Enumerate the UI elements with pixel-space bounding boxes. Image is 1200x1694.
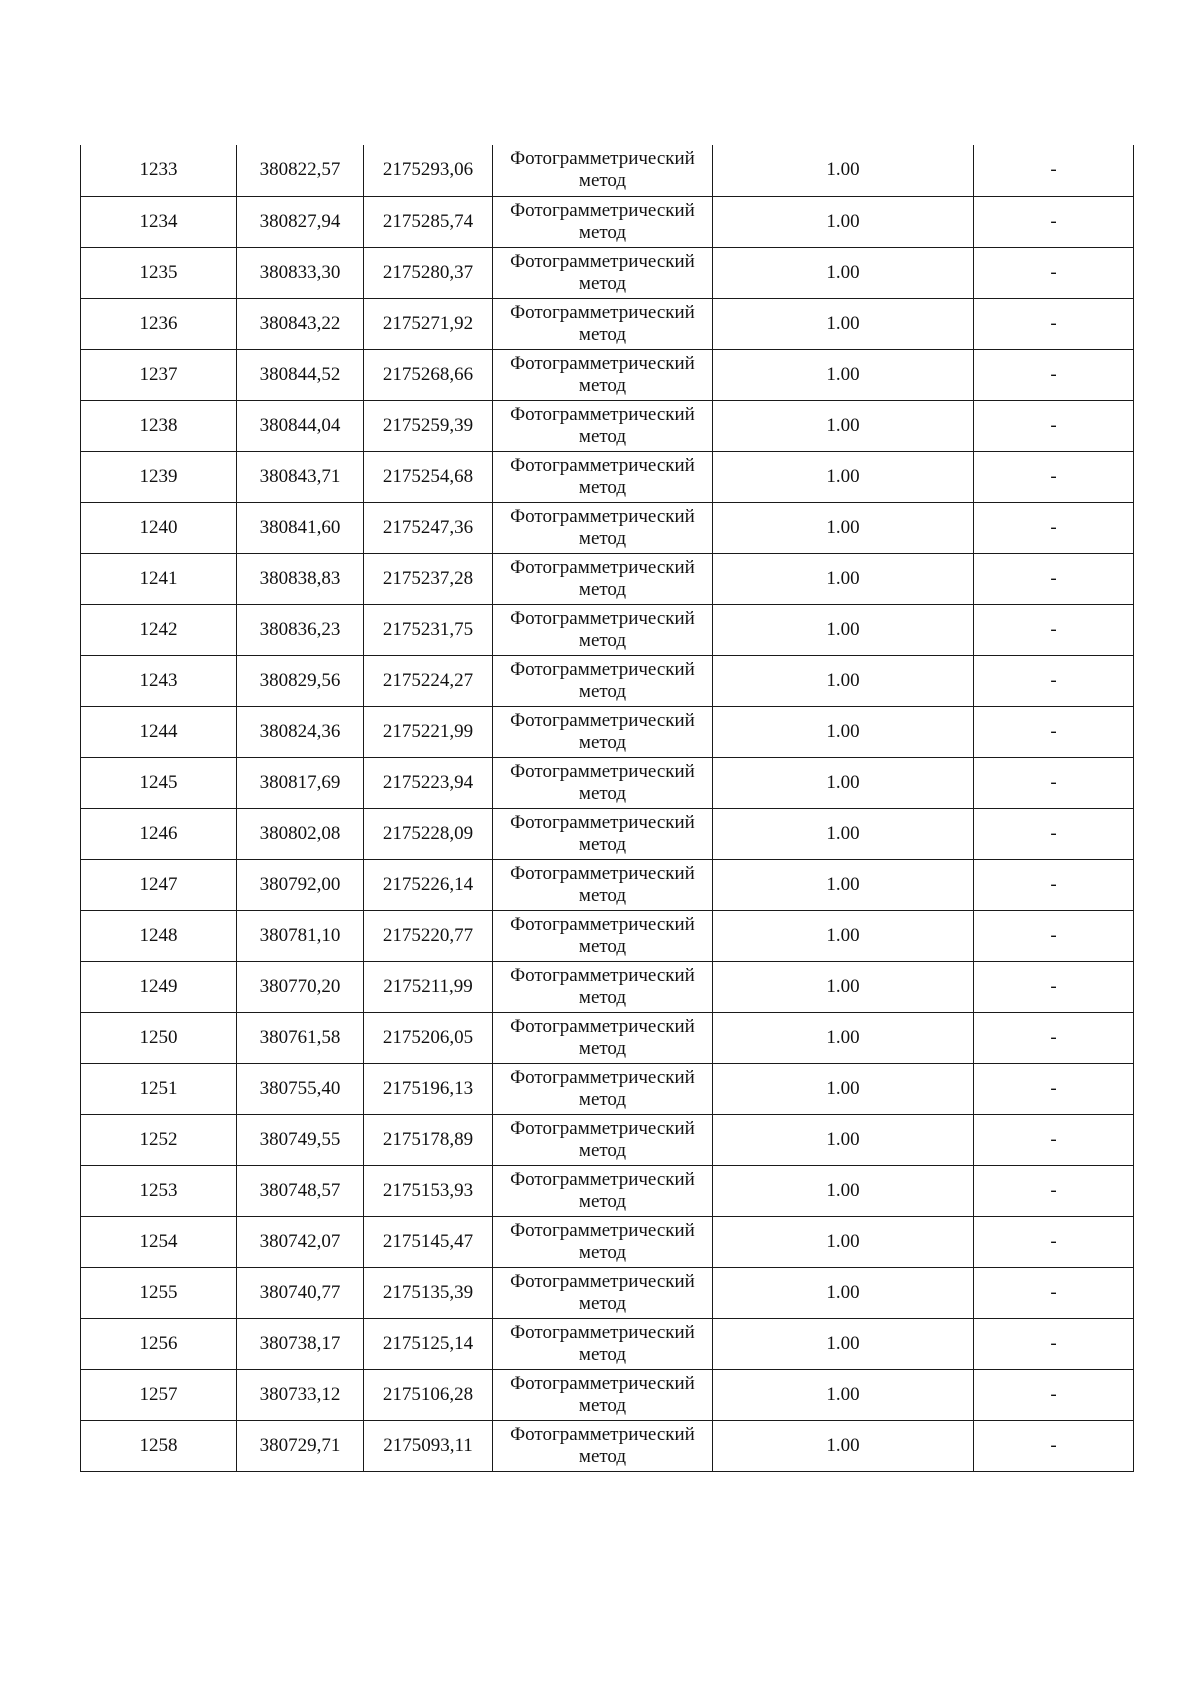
point-number: 1234 xyxy=(81,196,237,247)
coordinate-y: 2175220,77 xyxy=(364,910,493,961)
method-line2: метод xyxy=(578,578,627,600)
table-row xyxy=(81,961,1134,1012)
method-cell xyxy=(493,145,713,196)
table-row xyxy=(81,1369,1134,1420)
coordinate-y: 2175271,92 xyxy=(364,298,493,349)
accuracy-value: 1.00 xyxy=(713,1420,974,1471)
method-cell xyxy=(493,1012,713,1063)
method-line1: Фотограмметрический xyxy=(510,505,695,527)
coordinate-y: 2175259,39 xyxy=(364,400,493,451)
coordinate-y: 2175268,66 xyxy=(364,349,493,400)
note-value: - xyxy=(974,451,1134,502)
note-value: - xyxy=(974,1216,1134,1267)
coordinate-x: 380824,36 xyxy=(237,706,364,757)
note-value: - xyxy=(974,706,1134,757)
coordinate-y: 2175211,99 xyxy=(364,961,493,1012)
method-line1: Фотограмметрический xyxy=(510,862,695,884)
coordinate-y: 2175153,93 xyxy=(364,1165,493,1216)
method-line2: метод xyxy=(578,1445,627,1467)
table-row xyxy=(81,349,1134,400)
method-cell xyxy=(493,298,713,349)
accuracy-value: 1.00 xyxy=(713,1369,974,1420)
point-number: 1254 xyxy=(81,1216,237,1267)
point-number: 1250 xyxy=(81,1012,237,1063)
coordinate-y: 2175106,28 xyxy=(364,1369,493,1420)
method-line1: Фотограмметрический xyxy=(510,454,695,476)
note-value: - xyxy=(974,247,1134,298)
method-line1: Фотограмметрический xyxy=(510,1372,695,1394)
table-row xyxy=(81,1165,1134,1216)
point-number: 1238 xyxy=(81,400,237,451)
accuracy-value: 1.00 xyxy=(713,859,974,910)
note-value: - xyxy=(974,349,1134,400)
method-cell xyxy=(493,1114,713,1165)
table-row xyxy=(81,604,1134,655)
note-value: - xyxy=(974,655,1134,706)
table-row xyxy=(81,298,1134,349)
note-value: - xyxy=(974,145,1134,196)
coordinate-x: 380802,08 xyxy=(237,808,364,859)
method-cell xyxy=(493,451,713,502)
method-line1: Фотограмметрический xyxy=(510,1423,695,1445)
method-line2: метод xyxy=(578,425,627,447)
accuracy-value: 1.00 xyxy=(713,1318,974,1369)
coordinate-y: 2175224,27 xyxy=(364,655,493,706)
coordinate-x: 380781,10 xyxy=(237,910,364,961)
point-number: 1237 xyxy=(81,349,237,400)
table-row xyxy=(81,757,1134,808)
coordinate-y: 2175237,28 xyxy=(364,553,493,604)
table-row xyxy=(81,553,1134,604)
coordinate-y: 2175247,36 xyxy=(364,502,493,553)
table-row xyxy=(81,1318,1134,1369)
note-value: - xyxy=(974,553,1134,604)
method-line1: Фотограмметрический xyxy=(510,1015,695,1037)
point-number: 1246 xyxy=(81,808,237,859)
coordinate-x: 380836,23 xyxy=(237,604,364,655)
note-value: - xyxy=(974,1063,1134,1114)
method-line2: метод xyxy=(578,782,627,804)
note-value: - xyxy=(974,808,1134,859)
accuracy-value: 1.00 xyxy=(713,349,974,400)
point-number: 1240 xyxy=(81,502,237,553)
coordinate-x: 380843,22 xyxy=(237,298,364,349)
method-line2: метод xyxy=(578,833,627,855)
table-row xyxy=(81,145,1134,196)
note-value: - xyxy=(974,196,1134,247)
method-line1: Фотограмметрический xyxy=(510,199,695,221)
point-number: 1233 xyxy=(81,145,237,196)
method-line2: метод xyxy=(578,170,627,192)
point-number: 1255 xyxy=(81,1267,237,1318)
method-line2: метод xyxy=(578,1088,627,1110)
method-cell xyxy=(493,961,713,1012)
note-value: - xyxy=(974,1165,1134,1216)
table-row xyxy=(81,859,1134,910)
table-row xyxy=(81,196,1134,247)
method-line1: Фотограмметрический xyxy=(510,148,695,170)
method-line1: Фотограмметрический xyxy=(510,301,695,323)
point-number: 1258 xyxy=(81,1420,237,1471)
coordinate-x: 380817,69 xyxy=(237,757,364,808)
coordinate-x: 380740,77 xyxy=(237,1267,364,1318)
method-line1: Фотограмметрический xyxy=(510,1066,695,1088)
coordinate-x: 380843,71 xyxy=(237,451,364,502)
table-row xyxy=(81,808,1134,859)
note-value: - xyxy=(974,298,1134,349)
point-number: 1239 xyxy=(81,451,237,502)
table-row xyxy=(81,400,1134,451)
coordinate-x: 380770,20 xyxy=(237,961,364,1012)
coordinate-x: 380749,55 xyxy=(237,1114,364,1165)
method-cell xyxy=(493,247,713,298)
note-value: - xyxy=(974,859,1134,910)
method-line2: метод xyxy=(578,1292,627,1314)
accuracy-value: 1.00 xyxy=(713,247,974,298)
coordinate-x: 380827,94 xyxy=(237,196,364,247)
coordinate-y: 2175135,39 xyxy=(364,1267,493,1318)
table-row xyxy=(81,502,1134,553)
table-row xyxy=(81,655,1134,706)
accuracy-value: 1.00 xyxy=(713,1216,974,1267)
note-value: - xyxy=(974,961,1134,1012)
method-line1: Фотограмметрический xyxy=(510,913,695,935)
coordinate-x: 380729,71 xyxy=(237,1420,364,1471)
coordinate-y: 2175293,06 xyxy=(364,145,493,196)
method-line2: метод xyxy=(578,935,627,957)
method-line1: Фотограмметрический xyxy=(510,403,695,425)
method-cell xyxy=(493,757,713,808)
method-line1: Фотограмметрический xyxy=(510,556,695,578)
method-line2: метод xyxy=(578,629,627,651)
method-cell xyxy=(493,1216,713,1267)
coordinate-x: 380829,56 xyxy=(237,655,364,706)
point-number: 1252 xyxy=(81,1114,237,1165)
method-line1: Фотограмметрический xyxy=(510,250,695,272)
method-line2: метод xyxy=(578,374,627,396)
method-cell xyxy=(493,1165,713,1216)
note-value: - xyxy=(974,1318,1134,1369)
coordinate-y: 2175228,09 xyxy=(364,808,493,859)
coordinate-x: 380755,40 xyxy=(237,1063,364,1114)
point-number: 1253 xyxy=(81,1165,237,1216)
method-line1: Фотограмметрический xyxy=(510,811,695,833)
table-row xyxy=(81,706,1134,757)
point-number: 1242 xyxy=(81,604,237,655)
accuracy-value: 1.00 xyxy=(713,706,974,757)
note-value: - xyxy=(974,1267,1134,1318)
accuracy-value: 1.00 xyxy=(713,1267,974,1318)
method-line2: метод xyxy=(578,476,627,498)
accuracy-value: 1.00 xyxy=(713,553,974,604)
coordinate-y: 2175196,13 xyxy=(364,1063,493,1114)
method-line1: Фотограмметрический xyxy=(510,607,695,629)
coordinate-x: 380742,07 xyxy=(237,1216,364,1267)
note-value: - xyxy=(974,757,1134,808)
coordinate-y: 2175206,05 xyxy=(364,1012,493,1063)
method-line1: Фотограмметрический xyxy=(510,709,695,731)
accuracy-value: 1.00 xyxy=(713,502,974,553)
point-number: 1251 xyxy=(81,1063,237,1114)
accuracy-value: 1.00 xyxy=(713,1114,974,1165)
coordinate-y: 2175231,75 xyxy=(364,604,493,655)
method-line2: метод xyxy=(578,1037,627,1059)
coordinate-y: 2175145,47 xyxy=(364,1216,493,1267)
method-line2: метод xyxy=(578,1343,627,1365)
coordinate-y: 2175280,37 xyxy=(364,247,493,298)
method-line2: метод xyxy=(578,272,627,294)
method-line1: Фотограмметрический xyxy=(510,760,695,782)
table-row xyxy=(81,451,1134,502)
coordinate-x: 380761,58 xyxy=(237,1012,364,1063)
accuracy-value: 1.00 xyxy=(713,145,974,196)
coordinate-y: 2175285,74 xyxy=(364,196,493,247)
coordinate-y: 2175254,68 xyxy=(364,451,493,502)
method-line1: Фотограмметрический xyxy=(510,1117,695,1139)
coordinate-y: 2175223,94 xyxy=(364,757,493,808)
point-number: 1245 xyxy=(81,757,237,808)
note-value: - xyxy=(974,502,1134,553)
point-number: 1248 xyxy=(81,910,237,961)
method-cell xyxy=(493,1318,713,1369)
note-value: - xyxy=(974,400,1134,451)
accuracy-value: 1.00 xyxy=(713,400,974,451)
table-row xyxy=(81,910,1134,961)
method-cell xyxy=(493,502,713,553)
method-cell xyxy=(493,655,713,706)
accuracy-value: 1.00 xyxy=(713,196,974,247)
table-row xyxy=(81,1216,1134,1267)
point-number: 1247 xyxy=(81,859,237,910)
coordinates-table-body xyxy=(81,145,1134,1471)
accuracy-value: 1.00 xyxy=(713,757,974,808)
accuracy-value: 1.00 xyxy=(713,655,974,706)
method-cell xyxy=(493,706,713,757)
method-line1: Фотограмметрический xyxy=(510,1168,695,1190)
method-line2: метод xyxy=(578,731,627,753)
coordinate-x: 380748,57 xyxy=(237,1165,364,1216)
method-cell xyxy=(493,1063,713,1114)
accuracy-value: 1.00 xyxy=(713,1165,974,1216)
method-cell xyxy=(493,349,713,400)
method-line1: Фотограмметрический xyxy=(510,352,695,374)
note-value: - xyxy=(974,1012,1134,1063)
point-number: 1243 xyxy=(81,655,237,706)
method-line1: Фотограмметрический xyxy=(510,1219,695,1241)
table-row xyxy=(81,1267,1134,1318)
method-line2: метод xyxy=(578,527,627,549)
method-line2: метод xyxy=(578,1139,627,1161)
coordinate-x: 380733,12 xyxy=(237,1369,364,1420)
accuracy-value: 1.00 xyxy=(713,808,974,859)
coordinate-y: 2175178,89 xyxy=(364,1114,493,1165)
table-row xyxy=(81,1012,1134,1063)
table-row xyxy=(81,247,1134,298)
point-number: 1257 xyxy=(81,1369,237,1420)
point-number: 1236 xyxy=(81,298,237,349)
method-line1: Фотограмметрический xyxy=(510,1270,695,1292)
method-line2: метод xyxy=(578,884,627,906)
coordinates-table xyxy=(80,145,1134,1472)
point-number: 1241 xyxy=(81,553,237,604)
coordinate-x: 380833,30 xyxy=(237,247,364,298)
table-row xyxy=(81,1114,1134,1165)
accuracy-value: 1.00 xyxy=(713,298,974,349)
method-cell xyxy=(493,910,713,961)
point-number: 1244 xyxy=(81,706,237,757)
method-line1: Фотограмметрический xyxy=(510,658,695,680)
method-line2: метод xyxy=(578,1190,627,1212)
coordinate-x: 380822,57 xyxy=(237,145,364,196)
coordinate-x: 380841,60 xyxy=(237,502,364,553)
note-value: - xyxy=(974,1114,1134,1165)
method-line2: метод xyxy=(578,986,627,1008)
point-number: 1235 xyxy=(81,247,237,298)
point-number: 1249 xyxy=(81,961,237,1012)
note-value: - xyxy=(974,1369,1134,1420)
note-value: - xyxy=(974,604,1134,655)
method-line1: Фотограмметрический xyxy=(510,1321,695,1343)
coordinate-y: 2175125,14 xyxy=(364,1318,493,1369)
accuracy-value: 1.00 xyxy=(713,451,974,502)
table-row xyxy=(81,1420,1134,1471)
accuracy-value: 1.00 xyxy=(713,961,974,1012)
method-cell xyxy=(493,400,713,451)
method-cell xyxy=(493,553,713,604)
point-number: 1256 xyxy=(81,1318,237,1369)
coordinate-x: 380792,00 xyxy=(237,859,364,910)
coordinate-x: 380844,52 xyxy=(237,349,364,400)
method-line2: метод xyxy=(578,1241,627,1263)
method-line2: метод xyxy=(578,680,627,702)
accuracy-value: 1.00 xyxy=(713,910,974,961)
method-line1: Фотограмметрический xyxy=(510,964,695,986)
accuracy-value: 1.00 xyxy=(713,1012,974,1063)
coordinate-y: 2175093,11 xyxy=(364,1420,493,1471)
method-line2: метод xyxy=(578,323,627,345)
method-cell xyxy=(493,1369,713,1420)
accuracy-value: 1.00 xyxy=(713,604,974,655)
method-cell xyxy=(493,808,713,859)
method-line2: метод xyxy=(578,1394,627,1416)
method-cell xyxy=(493,859,713,910)
accuracy-value: 1.00 xyxy=(713,1063,974,1114)
coordinate-x: 380844,04 xyxy=(237,400,364,451)
coordinate-x: 380838,83 xyxy=(237,553,364,604)
method-cell xyxy=(493,604,713,655)
coordinate-x: 380738,17 xyxy=(237,1318,364,1369)
note-value: - xyxy=(974,910,1134,961)
coordinate-y: 2175221,99 xyxy=(364,706,493,757)
note-value: - xyxy=(974,1420,1134,1471)
method-cell xyxy=(493,196,713,247)
method-line2: метод xyxy=(578,221,627,243)
method-cell xyxy=(493,1267,713,1318)
table-row xyxy=(81,1063,1134,1114)
method-cell xyxy=(493,1420,713,1471)
coordinate-y: 2175226,14 xyxy=(364,859,493,910)
